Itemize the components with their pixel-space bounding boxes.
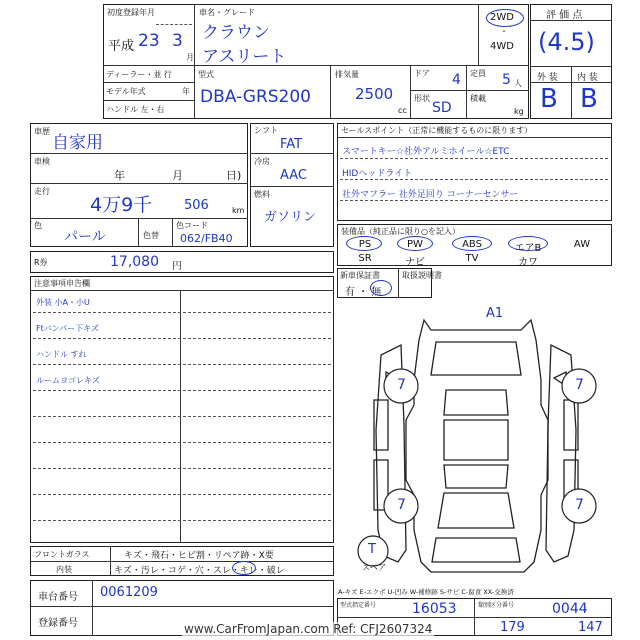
cooling-label: 冷房 — [254, 157, 270, 166]
chassis-label: 車台番号 — [38, 592, 78, 603]
equip-airbag-circle — [508, 236, 548, 251]
color-label: 色 — [34, 221, 42, 230]
equip-abs: ABS — [462, 239, 482, 250]
mileage-unit: km — [232, 206, 245, 215]
drive-2wd: 2WD — [490, 12, 514, 23]
equip-abs-circle — [452, 236, 492, 251]
drive-4wd: 4WD — [490, 41, 514, 52]
equip-aw: AW — [573, 239, 591, 250]
registration-year: 23 — [138, 31, 160, 51]
wheel-mark-rl: 7 — [397, 497, 406, 513]
mileage-sub: 506 — [184, 198, 209, 213]
inspection-day-unit: 日) — [226, 169, 242, 182]
capacity-label: 定員 — [470, 69, 486, 78]
usage-label: 車歴 — [34, 127, 50, 136]
equip-ps-circle — [346, 236, 382, 251]
note-1: 外装 小A・小U — [36, 298, 90, 307]
color-code-label: 色コード — [176, 221, 208, 230]
bottom-number-b: 147 — [578, 620, 603, 635]
reg-number-label: 登録番号 — [38, 618, 78, 629]
equip-sr: SR — [358, 253, 372, 264]
type-spec-value: 16053 — [412, 601, 457, 617]
model-type-value: DBA-GRS200 — [200, 87, 311, 107]
warranty-label: 新車保証書 — [340, 271, 380, 280]
registration-month: 3 — [172, 31, 183, 51]
car-diagram — [336, 300, 616, 590]
shape-label: 形状 — [414, 94, 430, 103]
sales-point-3: 社外マフラー 社外足回り コーナーセンサー — [342, 190, 519, 200]
spare-mark: T — [368, 542, 376, 557]
dealer-label: ディーラー・並 行 — [106, 70, 172, 79]
sales-point-2: HIDヘッドライト — [342, 169, 413, 179]
exterior-label: 外 装 — [537, 73, 558, 83]
equipment-label: 装備品（純正品に限り○を記入） — [341, 227, 460, 236]
class-code-label: 類別区分番号 — [478, 602, 515, 609]
displacement-unit: cc — [398, 106, 407, 115]
model-year-label: モデル年式 — [106, 87, 146, 96]
color-value: パール — [64, 229, 106, 245]
drive-dot: ・ — [500, 27, 508, 36]
registration-label: 初度登録年月 — [107, 8, 155, 17]
damage-mark-top: A1 — [486, 306, 504, 321]
registration-era: 平成 — [108, 39, 135, 54]
chassis-value: 0061209 — [100, 585, 158, 600]
note-2: Ftバンパー下キズ — [36, 324, 100, 333]
warranty-circle — [370, 280, 392, 296]
type-spec-label: 型式指定番号 — [340, 602, 377, 609]
displacement-label: 排気量 — [335, 70, 359, 79]
model-type-label: 型式 — [198, 70, 214, 79]
car-name-label: 車名・グレード — [199, 8, 255, 17]
manual-label: 取扱説明書 — [402, 271, 442, 280]
recycle-unit: 円 — [172, 261, 182, 272]
mileage-label: 走行 — [34, 187, 50, 196]
interior-scratch-circle — [232, 561, 256, 575]
displacement-value: 2500 — [355, 85, 394, 103]
doors-value: 4 — [452, 72, 461, 88]
model-year-unit: 年 — [182, 87, 190, 96]
shift-label: シフト — [254, 126, 278, 135]
capacity-value: 5 — [502, 72, 511, 88]
note-4: ルームヨゴレキズ — [36, 376, 100, 385]
car-name-line2: アスリート — [202, 47, 287, 67]
equip-tv: TV — [465, 253, 479, 264]
color-code: 062/FB40 — [180, 232, 233, 245]
inspection-label: 車検 — [34, 157, 50, 166]
registration-month-unit: 月 — [186, 53, 194, 62]
bottom-number-a: 179 — [500, 620, 525, 635]
windshield-label: フロントガラス — [34, 550, 90, 559]
capacity-unit: 人 — [514, 79, 522, 88]
sales-points-label: セールスポイント（正常に機能するものに限ります） — [341, 126, 533, 135]
note-3: ハンドル すれ — [36, 350, 87, 359]
load-label: 積載 — [470, 94, 486, 103]
spare-label: スペア — [362, 563, 386, 572]
recycle-section — [30, 251, 334, 273]
inspection-month-unit: 月 — [172, 169, 183, 182]
doors-label: ドア — [414, 69, 430, 78]
interior-cond-text: キズ・汚レ・コゲ・穴・スレ・キレ・破レ — [114, 566, 285, 576]
warranty-value: 有 ・ 無 — [345, 287, 382, 298]
car-name-line1: クラウン — [202, 23, 270, 43]
recycle-value: 17,080 — [110, 254, 159, 270]
legend-text: A-キズ E-エクボ U-凹み W-補修跡 S-サビ C-腐食 XX-交換済 — [338, 588, 514, 596]
interior-grade: B — [580, 84, 598, 114]
wheel-mark-fl: 7 — [397, 377, 406, 393]
color-change-label: 色替 — [143, 231, 159, 240]
equip-ps: PS — [358, 239, 372, 250]
usage-value: 自家用 — [52, 133, 103, 153]
notes-label: 注意事項申告欄 — [34, 279, 90, 288]
cooling-value: AAC — [280, 168, 307, 183]
load-unit: kg — [514, 107, 524, 116]
windshield-text: キズ・飛石・ヒビ割・リペア跡・X要 — [124, 551, 274, 561]
evaluation-score: (4.5) — [538, 28, 595, 56]
recycle-label: R券 — [34, 258, 48, 267]
interior-label: 内 装 — [577, 73, 598, 83]
equip-navi: ナビ — [405, 257, 425, 268]
watermark: www.CarFromJapan.com Ref: CFJ2607324 — [184, 622, 433, 636]
sales-point-1: スマートキー☆社外アルミホイール☆ETC — [342, 147, 510, 157]
shape-value: SD — [432, 100, 452, 116]
inspection-year-unit: 年 — [114, 169, 125, 182]
evaluation-label: 評 価 点 — [546, 10, 583, 21]
equip-leather: カワ — [518, 257, 538, 268]
equip-pw: PW — [407, 239, 423, 250]
notes-section — [30, 276, 334, 543]
mileage-value: 4万9千 — [90, 194, 153, 216]
interior-cond-label: 内装 — [56, 565, 72, 574]
wheel-mark-fr: 7 — [575, 377, 584, 393]
fuel-label: 燃料 — [254, 190, 270, 199]
equip-pw-circle — [397, 236, 433, 251]
equip-airbag: エアB — [514, 243, 542, 254]
handle-label: ハンドル 左・右 — [106, 105, 165, 114]
class-code-value: 0044 — [552, 601, 588, 617]
shift-value: FAT — [280, 137, 303, 152]
fuel-value: ガソリン — [264, 210, 317, 225]
exterior-grade: B — [540, 84, 558, 114]
wheel-mark-rr: 7 — [575, 497, 584, 513]
